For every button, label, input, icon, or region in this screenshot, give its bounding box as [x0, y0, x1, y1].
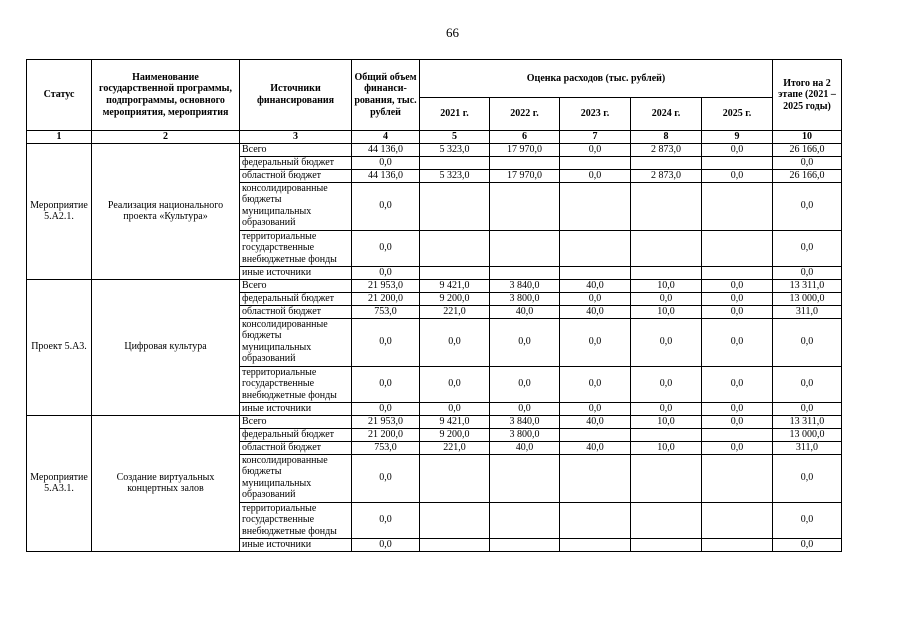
source-cell: областной бюджет	[240, 441, 352, 454]
value-cell	[702, 156, 773, 169]
col-number: 3	[240, 131, 352, 144]
value-cell	[560, 156, 631, 169]
source-cell: федеральный бюджет	[240, 428, 352, 441]
value-cell: 0,0	[702, 441, 773, 454]
value-cell	[560, 502, 631, 538]
value-cell	[631, 182, 702, 230]
value-cell: 17 970,0	[490, 169, 560, 182]
col-number: 9	[702, 131, 773, 144]
value-cell: 0,0	[420, 318, 490, 366]
header-name: Наименование государственной программы, подпрограммы, основного мероприятия, мероприятия	[92, 60, 240, 131]
value-cell: 0,0	[702, 292, 773, 305]
header-year: 2022 г.	[490, 98, 560, 131]
value-cell: 3 800,0	[490, 428, 560, 441]
col-number: 2	[92, 131, 240, 144]
source-cell: областной бюджет	[240, 169, 352, 182]
value-cell: 0,0	[352, 182, 420, 230]
value-cell	[490, 156, 560, 169]
source-cell: консолидированные бюджеты муниципальных образований	[240, 318, 352, 366]
value-cell	[631, 428, 702, 441]
value-cell: 753,0	[352, 305, 420, 318]
value-cell: 2 873,0	[631, 143, 702, 156]
value-cell: 0,0	[773, 266, 842, 279]
value-cell: 40,0	[490, 305, 560, 318]
value-cell: 5 323,0	[420, 143, 490, 156]
value-cell: 0,0	[352, 454, 420, 502]
value-cell: 0,0	[420, 402, 490, 415]
source-cell: территориальные государственные внебюджетные фонды	[240, 230, 352, 266]
value-cell	[420, 156, 490, 169]
value-cell	[490, 266, 560, 279]
value-cell: 3 840,0	[490, 415, 560, 428]
header-year: 2025 г.	[702, 98, 773, 131]
value-cell: 21 953,0	[352, 415, 420, 428]
value-cell: 0,0	[352, 502, 420, 538]
value-cell: 17 970,0	[490, 143, 560, 156]
col-number: 7	[560, 131, 631, 144]
value-cell: 0,0	[773, 502, 842, 538]
value-cell	[702, 230, 773, 266]
value-cell: 2 873,0	[631, 169, 702, 182]
value-cell: 13 311,0	[773, 415, 842, 428]
value-cell: 26 166,0	[773, 169, 842, 182]
value-cell: 0,0	[420, 366, 490, 402]
source-cell: консолидированные бюджеты муниципальных образований	[240, 454, 352, 502]
value-cell: 0,0	[352, 318, 420, 366]
header-total-volume: Общий объем финанси-рования, тыс. рублей	[352, 60, 420, 131]
value-cell: 10,0	[631, 305, 702, 318]
value-cell: 0,0	[773, 538, 842, 551]
source-cell: иные источники	[240, 266, 352, 279]
value-cell: 40,0	[560, 279, 631, 292]
col-number: 8	[631, 131, 702, 144]
value-cell	[631, 502, 702, 538]
value-cell	[420, 266, 490, 279]
col-number: 6	[490, 131, 560, 144]
budget-table	[26, 59, 842, 552]
source-cell: Всего	[240, 415, 352, 428]
value-cell: 0,0	[773, 318, 842, 366]
value-cell: 0,0	[560, 292, 631, 305]
source-cell: областной бюджет	[240, 305, 352, 318]
value-cell	[490, 230, 560, 266]
value-cell: 9 200,0	[420, 428, 490, 441]
value-cell: 0,0	[352, 156, 420, 169]
value-cell: 0,0	[773, 182, 842, 230]
value-cell: 0,0	[631, 318, 702, 366]
value-cell: 0,0	[490, 366, 560, 402]
table-row	[27, 415, 842, 428]
value-cell	[420, 502, 490, 538]
value-cell: 5 323,0	[420, 169, 490, 182]
value-cell: 10,0	[631, 415, 702, 428]
value-cell: 0,0	[773, 156, 842, 169]
value-cell: 0,0	[631, 366, 702, 402]
page-number: 66	[446, 25, 459, 40]
source-cell: иные источники	[240, 538, 352, 551]
value-cell: 13 000,0	[773, 428, 842, 441]
header-estimate: Оценка расходов (тыс. рублей)	[420, 60, 773, 98]
value-cell: 0,0	[560, 169, 631, 182]
value-cell	[631, 230, 702, 266]
value-cell	[420, 454, 490, 502]
col-number: 10	[773, 131, 842, 144]
header-status: Статус	[27, 60, 92, 131]
value-cell: 40,0	[560, 441, 631, 454]
value-cell	[631, 156, 702, 169]
value-cell: 40,0	[490, 441, 560, 454]
value-cell	[702, 538, 773, 551]
value-cell	[420, 538, 490, 551]
value-cell: 0,0	[352, 266, 420, 279]
value-cell: 0,0	[773, 230, 842, 266]
col-number: 5	[420, 131, 490, 144]
value-cell: 0,0	[352, 402, 420, 415]
value-cell	[490, 502, 560, 538]
value-cell: 9 421,0	[420, 279, 490, 292]
value-cell: 0,0	[352, 366, 420, 402]
value-cell: 311,0	[773, 305, 842, 318]
value-cell: 10,0	[631, 279, 702, 292]
value-cell: 753,0	[352, 441, 420, 454]
value-cell: 0,0	[352, 230, 420, 266]
value-cell: 0,0	[631, 292, 702, 305]
source-cell: консолидированные бюджеты муниципальных образований	[240, 182, 352, 230]
source-cell: федеральный бюджет	[240, 156, 352, 169]
col-number: 1	[27, 131, 92, 144]
value-cell	[702, 266, 773, 279]
name-cell: Создание виртуальных концертных залов	[92, 415, 240, 551]
value-cell	[490, 538, 560, 551]
value-cell: 0,0	[702, 318, 773, 366]
value-cell: 311,0	[773, 441, 842, 454]
value-cell	[631, 454, 702, 502]
value-cell: 26 166,0	[773, 143, 842, 156]
value-cell: 21 953,0	[352, 279, 420, 292]
table-body	[27, 143, 842, 551]
value-cell	[702, 182, 773, 230]
value-cell	[560, 230, 631, 266]
value-cell: 44 136,0	[352, 143, 420, 156]
source-cell: иные источники	[240, 402, 352, 415]
value-cell: 0,0	[702, 366, 773, 402]
value-cell: 0,0	[702, 169, 773, 182]
value-cell	[420, 230, 490, 266]
value-cell: 40,0	[560, 305, 631, 318]
value-cell: 0,0	[352, 538, 420, 551]
value-cell: 0,0	[560, 402, 631, 415]
status-cell: Проект 5.А3.	[27, 279, 92, 415]
table-row	[27, 143, 842, 156]
value-cell: 0,0	[560, 143, 631, 156]
status-cell: Мероприятие 5.А2.1.	[27, 143, 92, 279]
value-cell	[560, 266, 631, 279]
value-cell	[560, 182, 631, 230]
col-number: 4	[352, 131, 420, 144]
status-cell: Мероприятие 5.А3.1.	[27, 415, 92, 551]
source-cell: федеральный бюджет	[240, 292, 352, 305]
source-cell: территориальные государственные внебюджетные фонды	[240, 502, 352, 538]
value-cell	[560, 454, 631, 502]
header-stage-total: Итого на 2 этапе (2021 – 2025 годы)	[773, 60, 842, 131]
value-cell: 0,0	[773, 454, 842, 502]
value-cell: 0,0	[773, 402, 842, 415]
value-cell: 3 840,0	[490, 279, 560, 292]
source-cell: территориальные государственные внебюджетные фонды	[240, 366, 352, 402]
value-cell: 44 136,0	[352, 169, 420, 182]
value-cell	[631, 266, 702, 279]
value-cell: 0,0	[490, 318, 560, 366]
value-cell: 10,0	[631, 441, 702, 454]
header-sources: Источники финансирования	[240, 60, 352, 131]
value-cell	[560, 428, 631, 441]
value-cell: 221,0	[420, 305, 490, 318]
value-cell	[702, 428, 773, 441]
value-cell	[560, 538, 631, 551]
value-cell: 0,0	[631, 402, 702, 415]
value-cell: 9 200,0	[420, 292, 490, 305]
value-cell: 0,0	[702, 305, 773, 318]
source-cell: Всего	[240, 143, 352, 156]
value-cell: 0,0	[560, 318, 631, 366]
value-cell: 0,0	[702, 415, 773, 428]
value-cell: 3 800,0	[490, 292, 560, 305]
value-cell	[631, 538, 702, 551]
value-cell: 40,0	[560, 415, 631, 428]
value-cell: 13 000,0	[773, 292, 842, 305]
value-cell	[702, 454, 773, 502]
value-cell	[702, 502, 773, 538]
value-cell: 9 421,0	[420, 415, 490, 428]
value-cell	[420, 182, 490, 230]
header-year: 2023 г.	[560, 98, 631, 131]
value-cell: 0,0	[702, 279, 773, 292]
name-cell: Реализация национального проекта «Культура»	[92, 143, 240, 279]
value-cell: 0,0	[702, 402, 773, 415]
value-cell	[490, 454, 560, 502]
value-cell: 0,0	[560, 366, 631, 402]
value-cell: 13 311,0	[773, 279, 842, 292]
name-cell: Цифровая культура	[92, 279, 240, 415]
value-cell: 0,0	[702, 143, 773, 156]
header-row-col-numbers	[27, 131, 842, 144]
header-row-main	[27, 60, 842, 98]
source-cell: Всего	[240, 279, 352, 292]
header-year: 2021 г.	[420, 98, 490, 131]
value-cell: 21 200,0	[352, 428, 420, 441]
value-cell	[490, 182, 560, 230]
table-row	[27, 279, 842, 292]
value-cell: 21 200,0	[352, 292, 420, 305]
value-cell: 0,0	[490, 402, 560, 415]
value-cell: 221,0	[420, 441, 490, 454]
value-cell: 0,0	[773, 366, 842, 402]
header-year: 2024 г.	[631, 98, 702, 131]
